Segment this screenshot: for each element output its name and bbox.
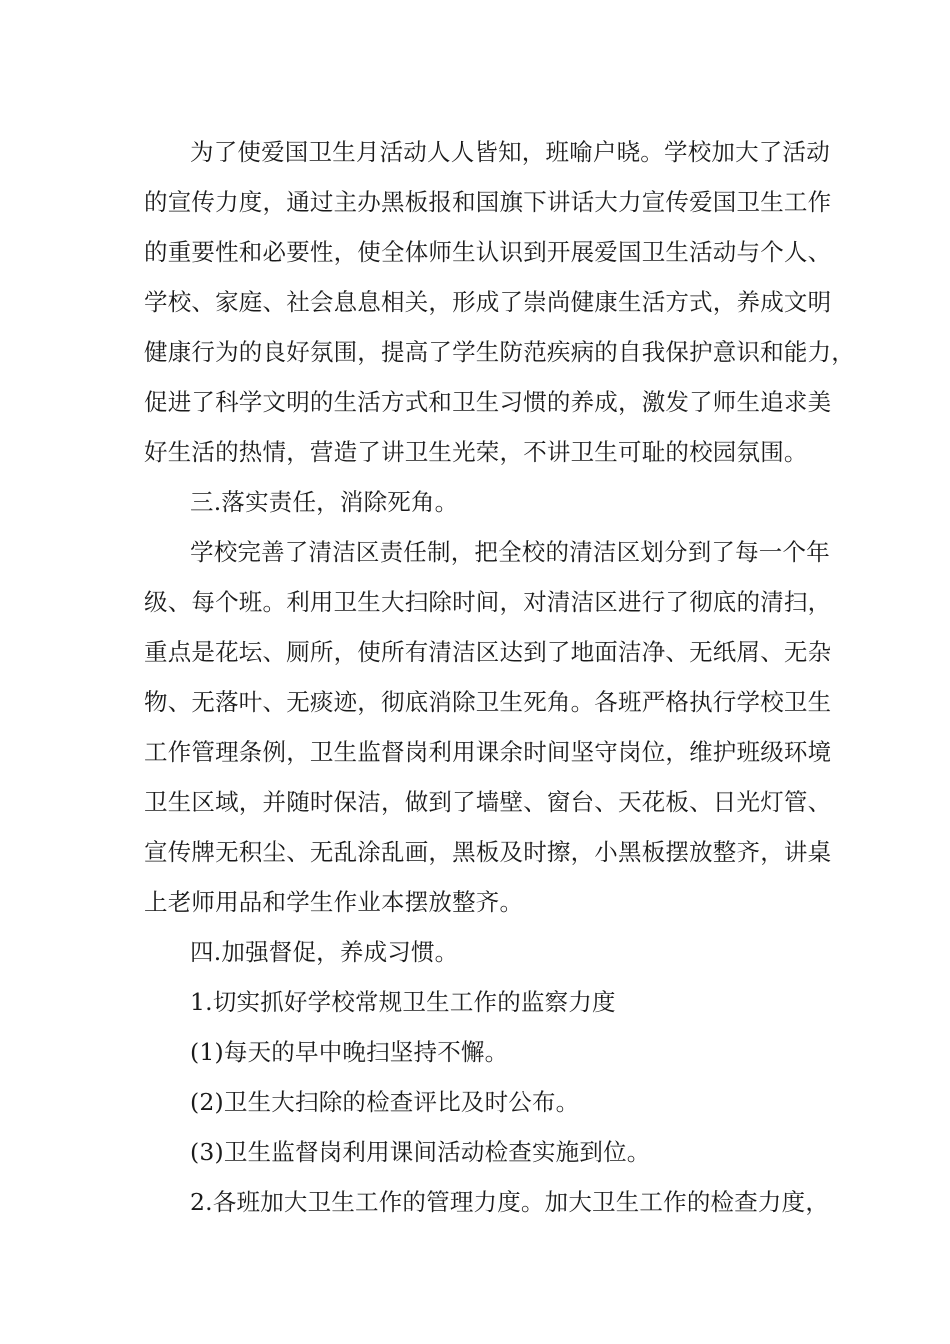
paragraph-1-line-3: 的重要性和必要性，使全体师生认识到开展爱国卫生活动与个人、 — [144, 238, 832, 266]
sub-list-item-1: (1)每天的早中晚扫坚持不懈。 — [190, 1038, 509, 1066]
section-heading-4: 四.加强督促，养成习惯。 — [190, 938, 459, 966]
paragraph-2-line-8: 上老师用品和学生作业本摆放整齐。 — [144, 888, 524, 916]
paragraph-1-line-6: 促进了科学文明的生活方式和卫生习惯的养成，激发了师生追求美 — [144, 388, 832, 416]
paragraph-2-line-1: 学校完善了清洁区责任制，把全校的清洁区划分到了每一个年 — [190, 538, 830, 566]
paragraph-2-line-3: 重点是花坛、厕所，使所有清洁区达到了地面洁净、无纸屑、无杂 — [144, 638, 832, 666]
paragraph-1-line-7: 好生活的热情，营造了讲卫生光荣，不讲卫生可耻的校园氛围。 — [144, 438, 808, 466]
paragraph-1-line-2: 的宣传力度，通过主办黑板报和国旗下讲话大力宣传爱国卫生工作 — [144, 188, 832, 216]
paragraph-1-line-5: 健康行为的良好氛围，提高了学生防范疾病的自我保护意识和能力， — [144, 338, 855, 366]
paragraph-2-line-5: 工作管理条例，卫生监督岗利用课余时间坚守岗位，维护班级环境 — [144, 738, 832, 766]
paragraph-2-line-6: 卫生区域，并随时保洁，做到了墙壁、窗台、天花板、日光灯管、 — [144, 788, 832, 816]
sub-list-item-3: (3)卫生监督岗利用课间活动检查实施到位。 — [190, 1138, 651, 1166]
list-item-1: 1.切实抓好学校常规卫生工作的监察力度 — [190, 988, 616, 1016]
paragraph-2-line-7: 宣传牌无积尘、无乱涂乱画，黑板及时擦，小黑板摆放整齐，讲桌 — [144, 838, 832, 866]
paragraph-1-line-4: 学校、家庭、社会息息相关，形成了崇尚健康生活方式，养成文明 — [144, 288, 832, 316]
sub-list-item-2: (2)卫生大扫除的检查评比及时公布。 — [190, 1088, 580, 1116]
paragraph-2-line-2: 级、每个班。利用卫生大扫除时间，对清洁区进行了彻底的清扫， — [144, 588, 832, 616]
paragraph-1-line-1: 为了使爱国卫生月活动人人皆知，班喻户晓。学校加大了活动 — [190, 138, 830, 166]
section-heading-3: 三.落实责任，消除死角。 — [190, 488, 459, 516]
list-item-2: 2.各班加大卫生工作的管理力度。加大卫生工作的检查力度， — [190, 1188, 830, 1216]
paragraph-2-line-4: 物、无落叶、无痰迹，彻底消除卫生死角。各班严格执行学校卫生 — [144, 688, 832, 716]
